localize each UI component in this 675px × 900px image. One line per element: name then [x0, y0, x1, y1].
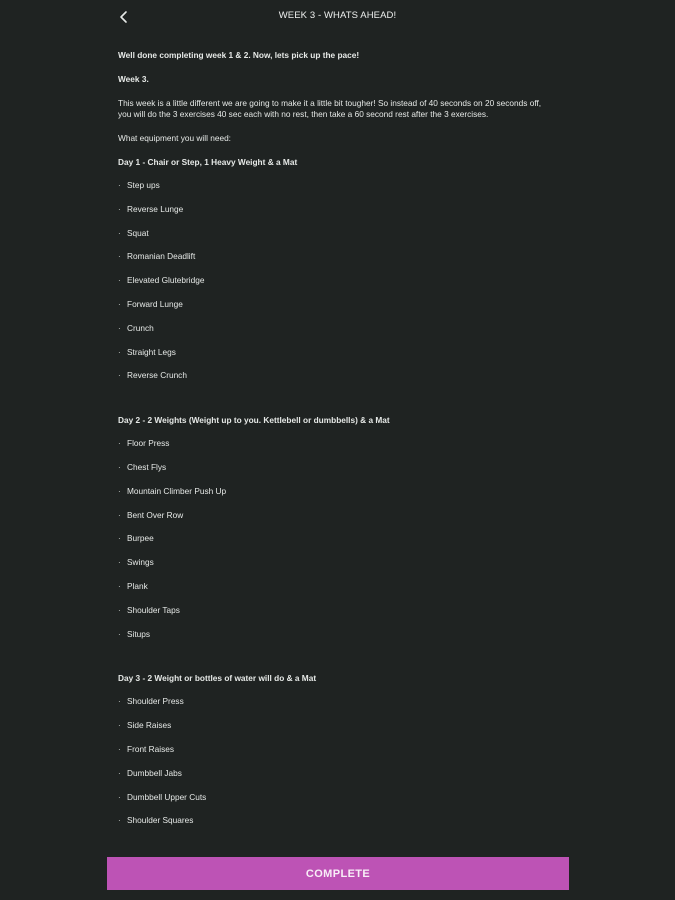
exercise-name: Romanian Deadlift: [127, 251, 196, 262]
exercise-name: Crunch: [127, 322, 154, 333]
list-item: [118, 180, 548, 204]
bullet: ·: [118, 462, 121, 472]
bullet: ·: [118, 629, 121, 639]
list-item: [118, 347, 548, 371]
bullet: ·: [118, 816, 121, 826]
bullet: ·: [118, 371, 121, 381]
bullet: ·: [118, 299, 121, 309]
bullet: ·: [118, 323, 121, 333]
section-spacer: [118, 652, 548, 673]
bullet: ·: [118, 768, 121, 778]
bullet: ·: [118, 744, 121, 754]
app-header: [0, 0, 675, 32]
exercise-name: Straight Legs: [127, 346, 176, 357]
day-title: Day 3 - 2 Weight or bottles of water will do & a Mat: [118, 673, 317, 684]
list-item: [118, 557, 548, 581]
bullet: ·: [118, 792, 121, 802]
page-title: WEEK 3 - WHATS AHEAD!: [278, 10, 397, 21]
list-item: [118, 370, 548, 394]
list-item: [118, 815, 548, 839]
list-item: [118, 605, 548, 629]
bullet: ·: [118, 252, 121, 262]
list-item: [118, 720, 548, 744]
exercise-name: Forward Lunge: [127, 298, 183, 309]
exercise-name: Situps: [127, 628, 151, 639]
list-item: [118, 792, 548, 816]
exercise-name: Floor Press: [127, 438, 170, 449]
exercise-name: Mountain Climber Push Up: [127, 485, 227, 496]
list-item: [118, 533, 548, 557]
complete-button[interactable]: COMPLETE: [107, 857, 569, 890]
list-item: [118, 228, 548, 252]
exercise-name: Swings: [127, 557, 154, 568]
day-title: Day 1 - Chair or Step, 1 Heavy Weight & a Mat: [118, 157, 298, 167]
list-item: [118, 696, 548, 720]
list-item: [118, 204, 548, 228]
bullet: ·: [118, 181, 121, 190]
list-item: [118, 462, 548, 486]
exercise-name: Bent Over Row: [127, 509, 184, 520]
list-item: [118, 275, 548, 299]
exercise-name: Squat: [127, 227, 149, 238]
exercise-name: Reverse Lunge: [127, 203, 184, 214]
intro-description: This week is a little different we are going to make it a little bit tougher! So instead of 40 seconds on 20 seconds off, you will do the 3 exercises 40 sec each with no rest, then take a 60 second rest after the 3 exercises.: [118, 98, 542, 119]
day-section: [118, 415, 548, 652]
bullet: ·: [118, 439, 121, 449]
bullet: ·: [118, 581, 121, 591]
week-label: Week 3.: [118, 74, 149, 84]
bullet: ·: [118, 605, 121, 615]
exercise-name: Plank: [127, 580, 148, 591]
day-section: [118, 673, 548, 839]
bullet: ·: [118, 228, 121, 238]
equipment-prompt: What equipment you will need:: [118, 133, 231, 143]
bullet: ·: [118, 697, 121, 707]
bullet: ·: [118, 347, 121, 357]
list-item: [118, 438, 548, 462]
exercise-list: [118, 180, 548, 394]
exercise-name: Reverse Crunch: [127, 370, 187, 381]
list-item: [118, 251, 548, 275]
bullet: ·: [118, 558, 121, 568]
list-item: [118, 581, 548, 605]
exercise-name: Burpee: [127, 533, 154, 544]
exercise-list: [118, 438, 548, 652]
bullet: ·: [118, 534, 121, 544]
exercise-name: Shoulder Squares: [127, 815, 194, 826]
list-item: [118, 299, 548, 323]
exercise-name: Side Raises: [127, 720, 172, 731]
list-item: [118, 768, 548, 792]
exercise-name: Shoulder Taps: [127, 604, 180, 615]
week-content: [118, 50, 548, 839]
bullet: ·: [118, 486, 121, 496]
section-spacer: [118, 394, 548, 415]
exercise-name: Chest Flys: [127, 461, 167, 472]
list-item: [118, 744, 548, 768]
exercise-list: [118, 696, 548, 839]
exercise-name: Step ups: [127, 180, 160, 190]
day-section: [118, 157, 548, 394]
bullet: ·: [118, 276, 121, 286]
bullet: ·: [118, 204, 121, 214]
exercise-name: Dumbbell Upper Cuts: [127, 791, 207, 802]
exercise-name: Shoulder Press: [127, 696, 184, 707]
list-item: [118, 486, 548, 510]
intro-headline: Well done completing week 1 & 2. Now, lets pick up the pace!: [118, 50, 360, 60]
exercise-name: Dumbbell Jabs: [127, 767, 182, 778]
exercise-name: Elevated Glutebridge: [127, 275, 205, 286]
bullet: ·: [118, 721, 121, 731]
list-item: [118, 510, 548, 534]
list-item: [118, 323, 548, 347]
list-item: [118, 629, 548, 653]
exercise-name: Front Raises: [127, 743, 175, 754]
day-title: Day 2 - 2 Weights (Weight up to you. Kettlebell or dumbbells) & a Mat: [118, 415, 390, 426]
bullet: ·: [118, 510, 121, 520]
